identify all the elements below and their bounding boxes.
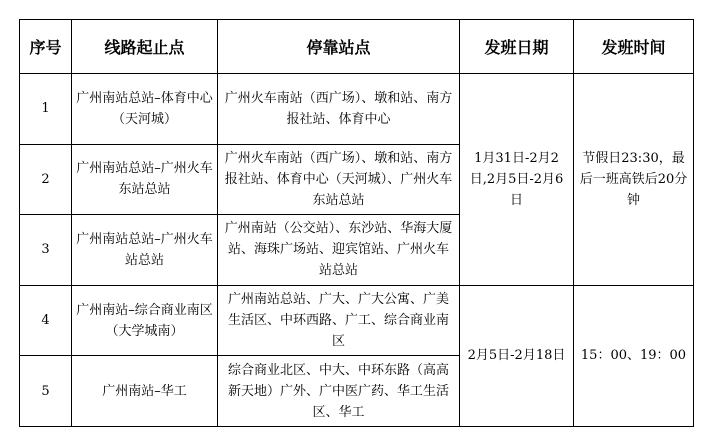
row-route: 广州南站总站–体育中心（天河城） <box>72 74 218 145</box>
table-row <box>20 74 694 145</box>
row-seq: 2 <box>20 144 72 215</box>
row-route: 广州南站总站–广州火车东站总站 <box>72 144 218 215</box>
row-stops: 广州火车南站（西广场）、墩和站、南方报社站、体育中心 <box>218 74 460 145</box>
header-route: 线路起止点 <box>72 20 218 74</box>
group-date: 1月31日-2月2日,2月5日-2月6日 <box>460 74 574 286</box>
row-seq: 4 <box>20 285 72 356</box>
header-date: 发班日期 <box>460 20 574 74</box>
row-stops: 广州南站总站、广大、广大公寓、广美生活区、中环西路、广工、综合商业南区 <box>218 285 460 356</box>
group-time: 15：00、19：00 <box>574 285 694 426</box>
row-seq: 5 <box>20 356 72 427</box>
row-route: 广州南站–华工 <box>72 356 218 427</box>
header-stops: 停靠站点 <box>218 20 460 74</box>
row-stops: 广州南站（公交站）、东沙站、华海大厦站、海珠广场站、迎宾馆站、广州火车站总站 <box>218 215 460 286</box>
header-time: 发班时间 <box>574 20 694 74</box>
row-seq: 3 <box>20 215 72 286</box>
header-seq: 序号 <box>20 20 72 74</box>
group-date: 2月5日-2月18日 <box>460 285 574 426</box>
bus-schedule-table <box>19 19 694 427</box>
row-stops: 综合商业北区、中大、中环东路（高高新天地）广外、广中医广药、华工生活区、华工 <box>218 356 460 427</box>
group-time: 节假日23:30，最后一班高铁后20分钟 <box>574 74 694 286</box>
row-stops: 广州火车南站（西广场）、墩和站、南方报社站、体育中心（天河城）、广州火车东站总站 <box>218 144 460 215</box>
row-route: 广州南站–综合商业南区（大学城南） <box>72 285 218 356</box>
table-row <box>20 285 694 356</box>
row-seq: 1 <box>20 74 72 145</box>
header-row <box>20 20 694 74</box>
row-route: 广州南站总站–广州火车站总站 <box>72 215 218 286</box>
